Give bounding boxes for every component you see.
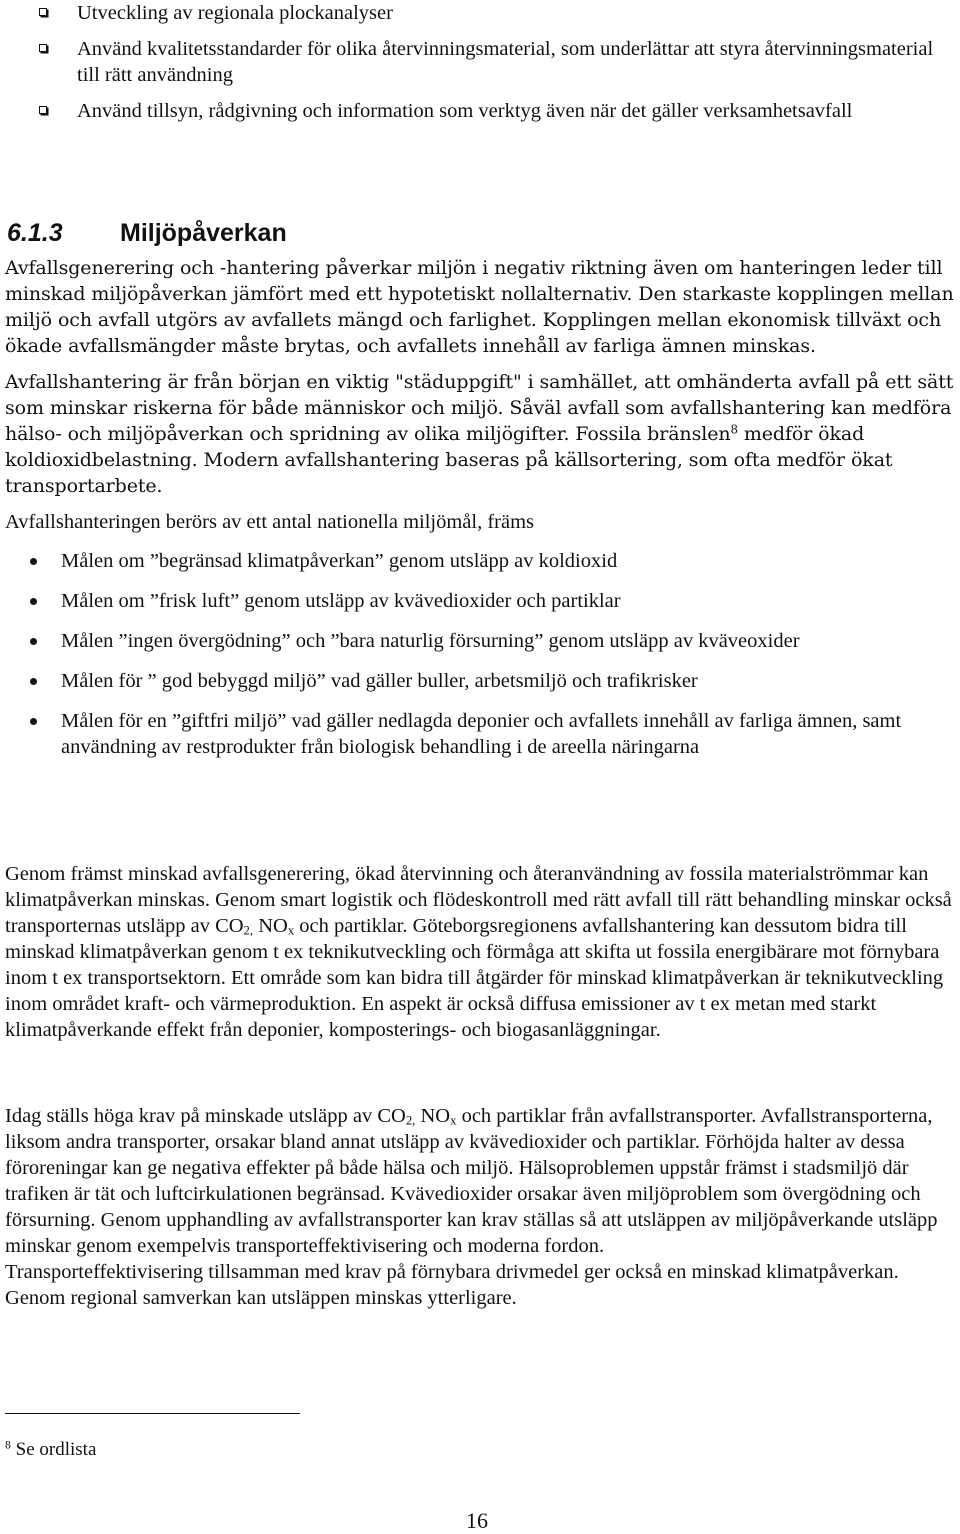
goal-text: Målen om ”frisk luft” genom utsläpp av kvävedioxider och partiklar <box>61 590 621 612</box>
goal-text: Målen ”ingen övergödning” och ”bara naturlig försurning” genom utsläpp av kväveoxider <box>61 630 800 652</box>
bullet-dot-icon <box>30 558 37 565</box>
paragraph-climate-impact <box>5 861 957 1043</box>
checkbox-list-item <box>5 0 955 26</box>
checkbox-list <box>5 0 955 134</box>
bullet-dot-icon <box>30 598 37 605</box>
checkbox-item-text: Använd kvalitetsstandarder för olika återvinningsmaterial, som underlättar att styra återvinningsmaterial till rätt användning <box>77 38 934 86</box>
section-number: 6.1.3 <box>7 219 63 247</box>
goal-text: Målen för ” god bebyggd miljö” vad gäller buller, arbetsmiljö och trafikrisker <box>61 670 698 692</box>
goal-list-item <box>5 668 955 694</box>
subscript: 2, <box>405 1113 416 1128</box>
checkbox-list-item <box>5 36 955 88</box>
page-number: 16 <box>466 1508 488 1533</box>
bullet-dot-icon <box>30 638 37 645</box>
checkbox-item-text: Utveckling av regionala plockanalyser <box>77 2 393 24</box>
paragraph-transport-emissions <box>5 1103 957 1311</box>
paragraph-waste-handling <box>5 369 957 499</box>
goal-list-item <box>5 708 955 760</box>
bullet-dot-icon <box>30 718 37 725</box>
goal-list-item <box>5 588 955 614</box>
goal-text: Målen för en ”giftfri miljö” vad gäller nedlagda deponier och avfallets innehåll av farliga ämnen, samt användning av restprodukter från biologisk behandling i de areella näringarna <box>61 710 902 758</box>
paragraph-text: Transporteffektivisering tillsamman med krav på förnybara drivmedel ger också en minskad klimatpåverkan. Genom regional samverkan kan utsläppen minskas ytterligare. <box>5 1261 899 1309</box>
paragraph-text: och partiklar. Göteborgsregionens avfallshantering kan dessutom bidra till minskad klimatpåverkan genom t ex teknikutveckling och förmåga att skifta ut fossila energibärare mot förnybara inom t ex transportsektorn. Ett område som kan bidra till åtgärder för minskad klimatpåverkan är teknikutveckling inom området kraft- och värmeproduktion. En aspekt är också diffusa emissioner av t ex metan med starkt klimatpåverkande effekt från deponier, komposterings- och biogasanläggningar. <box>5 915 944 1041</box>
checkbox-bullet-icon <box>39 44 47 52</box>
environmental-goals-list <box>5 548 955 774</box>
footnote-text: Se ordlista <box>10 1439 97 1460</box>
paragraph-text: NO <box>253 915 288 937</box>
bullet-dot-icon <box>30 678 37 685</box>
goal-text: Målen om ”begränsad klimatpåverkan” genom utsläpp av koldioxid <box>61 550 618 572</box>
checkbox-bullet-icon <box>39 106 47 114</box>
paragraph-national-goals-intro: Avfallshanteringen berörs av ett antal nationella miljömål, främs <box>5 511 535 533</box>
checkbox-list-item <box>5 98 955 124</box>
footnote-reference: 8 <box>730 422 738 437</box>
paragraph-text: Avfallshantering är från början en viktig "städuppgift" i samhället, att omhänderta avfall på ett sätt som minskar riskerna för både människor och miljö. Såväl avfall som avfallshantering kan medföra hälso- och miljöpåverkan och spridning av olika miljögifter. Fossila bränslen <box>5 371 954 445</box>
paragraph-text: och partiklar från avfallstransporter. Avfallstransporterna, liksom andra transporter, orsakar bland annat utsläpp av kvävedioxider och partiklar. Förhöjda halter av dessa föroreningar kan ge negativa effekter på både hälsa och miljö. Hälsoproblemen uppstår främst i stadsmiljö där trafiken är tät och luftcirkulationen begränsad. Kvävedioxider orsakar även miljöproblem som övergödning och försurning. Genom upphandling av avfallstransporter kan krav ställas så att utsläppen av miljöpåverkande utsläpp minskar genom exempelvis transporteffektivisering och moderna fordon. <box>5 1105 938 1257</box>
subscript: x <box>450 1113 457 1128</box>
subscript: 2, <box>243 923 254 938</box>
footnote <box>5 1438 96 1462</box>
paragraph-text: Idag ställs höga krav på minskade utsläpp av CO <box>5 1105 406 1127</box>
section-heading <box>7 218 287 248</box>
paragraph-text: medför ökad koldioxidbelastning. Modern avfallshantering baseras på källsortering, som ofta medför ökat transportarbete. <box>5 423 893 497</box>
subscript: x <box>287 923 295 938</box>
section-title: Miljöpåverkan <box>120 219 287 247</box>
checkbox-bullet-icon <box>39 8 47 16</box>
goal-list-item <box>5 628 955 654</box>
paragraph-environmental-impact: Avfallsgenerering och -hantering påverkar miljön i negativ riktning även om hanteringen leder till minskad miljöpåverkan jämfört med ett hypotetiskt nollalternativ. Den starkaste kopplingen mellan miljö och avfall utgörs av avfallets mängd och farlighet. Kopplingen mellan ekonomisk tillväxt och ökade avfallsmängder måste brytas, och avfallets innehåll av farliga ämnen minskas. <box>5 257 954 357</box>
footnote-marker: 8 <box>5 1438 11 1452</box>
paragraph-text: NO <box>415 1105 451 1127</box>
goal-list-item <box>5 548 955 574</box>
checkbox-item-text: Använd tillsyn, rådgivning och information som verktyg även när det gäller verksamhetsavfall <box>77 100 853 122</box>
footnote-divider <box>5 1413 300 1414</box>
paragraph-text: Genom främst minskad avfallsgenerering, ökad återvinning och återanvändning av fossila materialströmmar kan klimatpåverkan minskas. Genom smart logistik och flödeskontroll med rätt avfall till rätt behandling minskar också transporternas utsläpp av CO <box>5 863 952 937</box>
